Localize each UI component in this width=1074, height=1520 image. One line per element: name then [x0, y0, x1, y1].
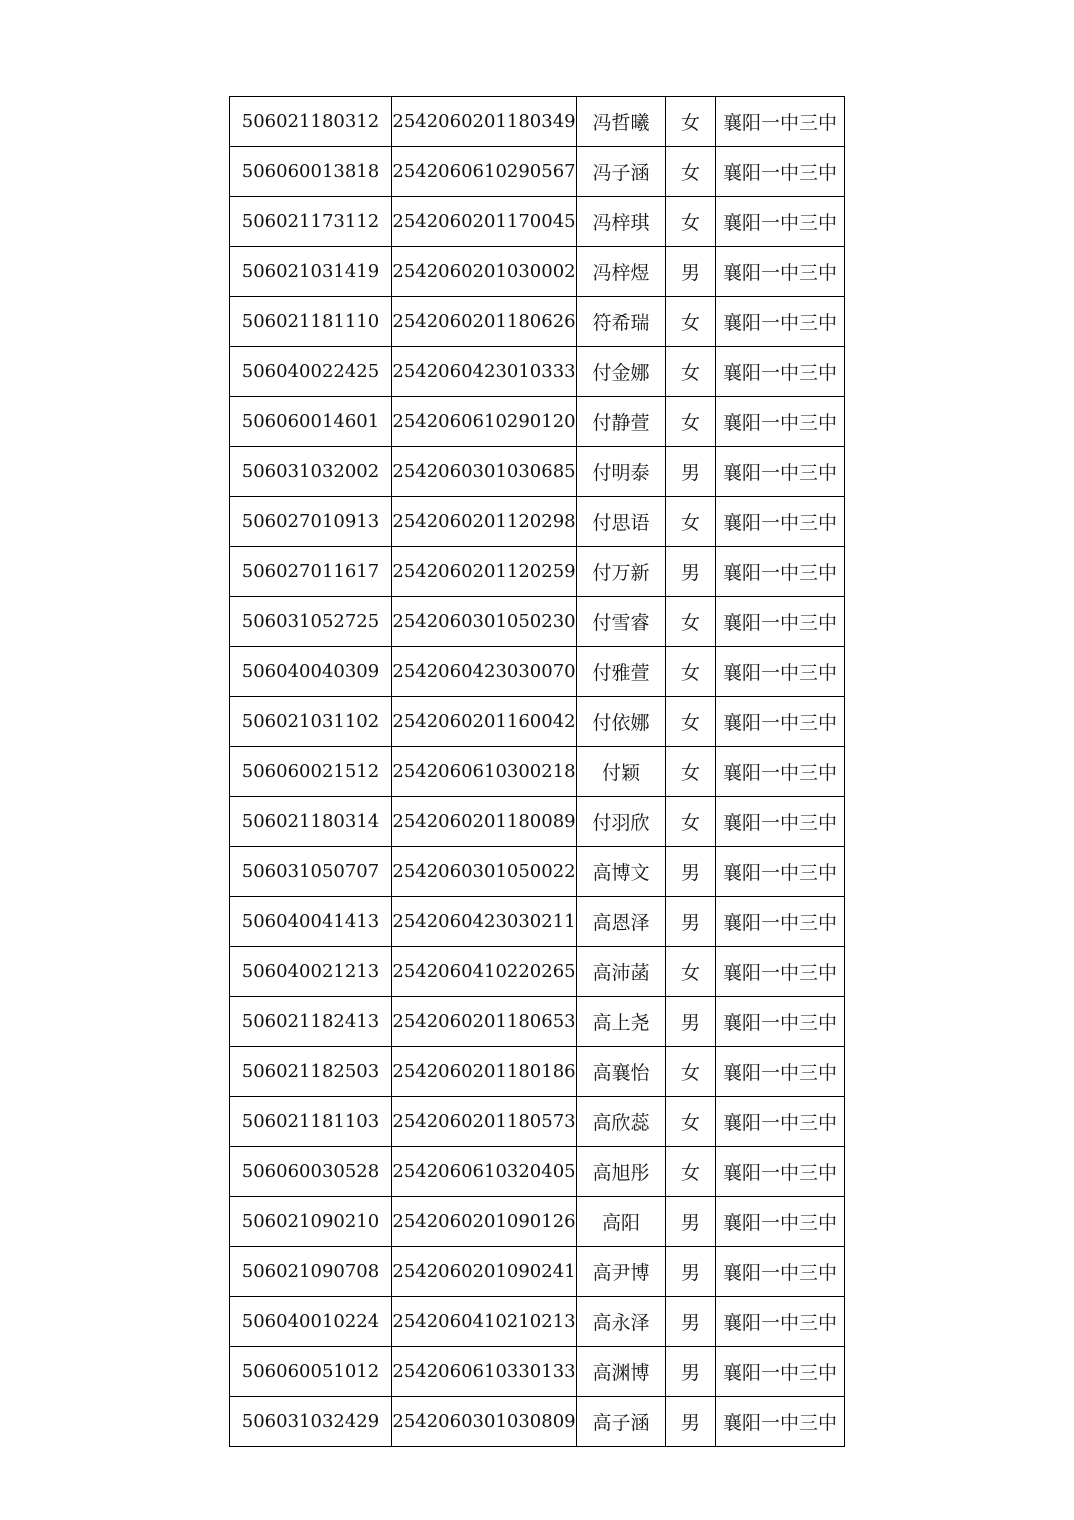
name-cell: 付思语: [577, 497, 666, 547]
exam-number-cell: 506060021512: [230, 747, 392, 797]
gender-cell: 女: [666, 397, 716, 447]
exam-number-cell: 506031050707: [230, 847, 392, 897]
table-row: [230, 397, 845, 447]
school-cell: 襄阳一中三中: [716, 597, 845, 647]
table-row: [230, 247, 845, 297]
gender-cell: 女: [666, 347, 716, 397]
student-id-cell: 2542060610290567: [392, 147, 577, 197]
gender-cell: 女: [666, 197, 716, 247]
student-id-cell: 2542060610300218: [392, 747, 577, 797]
name-cell: 高子涵: [577, 1397, 666, 1447]
exam-number-cell: 506021182503: [230, 1047, 392, 1097]
exam-number-cell: 506031052725: [230, 597, 392, 647]
student-id-cell: 2542060410220265: [392, 947, 577, 997]
exam-number-cell: 506027010913: [230, 497, 392, 547]
school-cell: 襄阳一中三中: [716, 1047, 845, 1097]
gender-cell: 女: [666, 1097, 716, 1147]
student-id-cell: 2542060201120298: [392, 497, 577, 547]
exam-number-cell: 506031032429: [230, 1397, 392, 1447]
student-id-cell: 2542060610330133: [392, 1347, 577, 1397]
gender-cell: 女: [666, 747, 716, 797]
name-cell: 付颖: [577, 747, 666, 797]
table-row: [230, 647, 845, 697]
school-cell: 襄阳一中三中: [716, 397, 845, 447]
exam-number-cell: 506021180312: [230, 97, 392, 147]
gender-cell: 男: [666, 447, 716, 497]
school-cell: 襄阳一中三中: [716, 1197, 845, 1247]
student-id-cell: 2542060201180573: [392, 1097, 577, 1147]
school-cell: 襄阳一中三中: [716, 997, 845, 1047]
table-row: [230, 597, 845, 647]
name-cell: 高博文: [577, 847, 666, 897]
school-cell: 襄阳一中三中: [716, 697, 845, 747]
exam-number-cell: 506021180314: [230, 797, 392, 847]
exam-number-cell: 506021031419: [230, 247, 392, 297]
school-cell: 襄阳一中三中: [716, 1347, 845, 1397]
name-cell: 冯梓煜: [577, 247, 666, 297]
gender-cell: 女: [666, 1047, 716, 1097]
roster-table-body: [230, 97, 845, 1447]
school-cell: 襄阳一中三中: [716, 647, 845, 697]
school-cell: 襄阳一中三中: [716, 547, 845, 597]
gender-cell: 男: [666, 1347, 716, 1397]
name-cell: 付依娜: [577, 697, 666, 747]
school-cell: 襄阳一中三中: [716, 1397, 845, 1447]
school-cell: 襄阳一中三中: [716, 447, 845, 497]
gender-cell: 女: [666, 647, 716, 697]
table-row: [230, 1147, 845, 1197]
school-cell: 襄阳一中三中: [716, 747, 845, 797]
name-cell: 高尹博: [577, 1247, 666, 1297]
table-row: [230, 1347, 845, 1397]
exam-number-cell: 506031032002: [230, 447, 392, 497]
school-cell: 襄阳一中三中: [716, 97, 845, 147]
name-cell: 冯梓琪: [577, 197, 666, 247]
student-id-cell: 2542060410210213: [392, 1297, 577, 1347]
exam-number-cell: 506040021213: [230, 947, 392, 997]
name-cell: 付金娜: [577, 347, 666, 397]
student-id-cell: 2542060301050230: [392, 597, 577, 647]
table-row: [230, 447, 845, 497]
exam-number-cell: 506060030528: [230, 1147, 392, 1197]
table-row: [230, 547, 845, 597]
name-cell: 高欣蕊: [577, 1097, 666, 1147]
table-row: [230, 1247, 845, 1297]
gender-cell: 男: [666, 547, 716, 597]
student-id-cell: 2542060201160042: [392, 697, 577, 747]
exam-number-cell: 506021090210: [230, 1197, 392, 1247]
exam-number-cell: 506021173112: [230, 197, 392, 247]
name-cell: 高渊博: [577, 1347, 666, 1397]
exam-number-cell: 506060014601: [230, 397, 392, 447]
gender-cell: 女: [666, 697, 716, 747]
student-id-cell: 2542060201180349: [392, 97, 577, 147]
exam-number-cell: 506040040309: [230, 647, 392, 697]
student-id-cell: 2542060423030211: [392, 897, 577, 947]
table-row: [230, 347, 845, 397]
name-cell: 高襄怡: [577, 1047, 666, 1097]
table-row: [230, 847, 845, 897]
student-id-cell: 2542060301050022: [392, 847, 577, 897]
exam-number-cell: 506040041413: [230, 897, 392, 947]
student-id-cell: 2542060201030002: [392, 247, 577, 297]
name-cell: 高沛菡: [577, 947, 666, 997]
student-id-cell: 2542060201090241: [392, 1247, 577, 1297]
student-id-cell: 2542060610320405: [392, 1147, 577, 1197]
student-id-cell: 2542060610290120: [392, 397, 577, 447]
school-cell: 襄阳一中三中: [716, 797, 845, 847]
table-row: [230, 197, 845, 247]
student-id-cell: 2542060301030809: [392, 1397, 577, 1447]
gender-cell: 女: [666, 297, 716, 347]
student-id-cell: 2542060423010333: [392, 347, 577, 397]
gender-cell: 女: [666, 597, 716, 647]
roster-table: [229, 96, 845, 1447]
table-row: [230, 997, 845, 1047]
name-cell: 高旭彤: [577, 1147, 666, 1197]
table-row: [230, 697, 845, 747]
school-cell: 襄阳一中三中: [716, 247, 845, 297]
name-cell: 冯哲曦: [577, 97, 666, 147]
table-row: [230, 1297, 845, 1347]
school-cell: 襄阳一中三中: [716, 197, 845, 247]
exam-number-cell: 506021090708: [230, 1247, 392, 1297]
table-row: [230, 97, 845, 147]
gender-cell: 男: [666, 1247, 716, 1297]
gender-cell: 女: [666, 797, 716, 847]
student-id-cell: 2542060423030070: [392, 647, 577, 697]
table-row: [230, 797, 845, 847]
student-id-cell: 2542060201090126: [392, 1197, 577, 1247]
exam-number-cell: 506040010224: [230, 1297, 392, 1347]
name-cell: 高永泽: [577, 1297, 666, 1347]
name-cell: 付羽欣: [577, 797, 666, 847]
student-id-cell: 2542060201180089: [392, 797, 577, 847]
table-row: [230, 747, 845, 797]
name-cell: 符希瑞: [577, 297, 666, 347]
name-cell: 付万新: [577, 547, 666, 597]
school-cell: 襄阳一中三中: [716, 1097, 845, 1147]
gender-cell: 男: [666, 1297, 716, 1347]
name-cell: 高阳: [577, 1197, 666, 1247]
table-row: [230, 1197, 845, 1247]
name-cell: 付明泰: [577, 447, 666, 497]
student-id-cell: 2542060201180626: [392, 297, 577, 347]
table-row: [230, 497, 845, 547]
exam-number-cell: 506027011617: [230, 547, 392, 597]
gender-cell: 女: [666, 947, 716, 997]
school-cell: 襄阳一中三中: [716, 1297, 845, 1347]
exam-number-cell: 506040022425: [230, 347, 392, 397]
school-cell: 襄阳一中三中: [716, 947, 845, 997]
gender-cell: 男: [666, 1397, 716, 1447]
student-id-cell: 2542060301030685: [392, 447, 577, 497]
school-cell: 襄阳一中三中: [716, 347, 845, 397]
gender-cell: 女: [666, 97, 716, 147]
school-cell: 襄阳一中三中: [716, 297, 845, 347]
school-cell: 襄阳一中三中: [716, 897, 845, 947]
student-id-cell: 2542060201180186: [392, 1047, 577, 1097]
table-row: [230, 1397, 845, 1447]
table-row: [230, 947, 845, 997]
table-row: [230, 297, 845, 347]
school-cell: 襄阳一中三中: [716, 497, 845, 547]
exam-number-cell: 506021181110: [230, 297, 392, 347]
student-id-cell: 2542060201120259: [392, 547, 577, 597]
gender-cell: 男: [666, 1197, 716, 1247]
name-cell: 付静萱: [577, 397, 666, 447]
table-row: [230, 1097, 845, 1147]
gender-cell: 男: [666, 847, 716, 897]
name-cell: 付雪睿: [577, 597, 666, 647]
gender-cell: 男: [666, 897, 716, 947]
student-id-cell: 2542060201180653: [392, 997, 577, 1047]
school-cell: 襄阳一中三中: [716, 147, 845, 197]
exam-number-cell: 506021181103: [230, 1097, 392, 1147]
gender-cell: 男: [666, 997, 716, 1047]
gender-cell: 女: [666, 1147, 716, 1197]
school-cell: 襄阳一中三中: [716, 1147, 845, 1197]
exam-number-cell: 506021031102: [230, 697, 392, 747]
student-id-cell: 2542060201170045: [392, 197, 577, 247]
exam-number-cell: 506021182413: [230, 997, 392, 1047]
table-row: [230, 1047, 845, 1097]
gender-cell: 女: [666, 147, 716, 197]
gender-cell: 男: [666, 247, 716, 297]
name-cell: 高上尧: [577, 997, 666, 1047]
exam-number-cell: 506060051012: [230, 1347, 392, 1397]
table-row: [230, 897, 845, 947]
school-cell: 襄阳一中三中: [716, 1247, 845, 1297]
name-cell: 付雅萱: [577, 647, 666, 697]
exam-number-cell: 506060013818: [230, 147, 392, 197]
gender-cell: 女: [666, 497, 716, 547]
table-row: [230, 147, 845, 197]
name-cell: 高恩泽: [577, 897, 666, 947]
name-cell: 冯子涵: [577, 147, 666, 197]
school-cell: 襄阳一中三中: [716, 847, 845, 897]
